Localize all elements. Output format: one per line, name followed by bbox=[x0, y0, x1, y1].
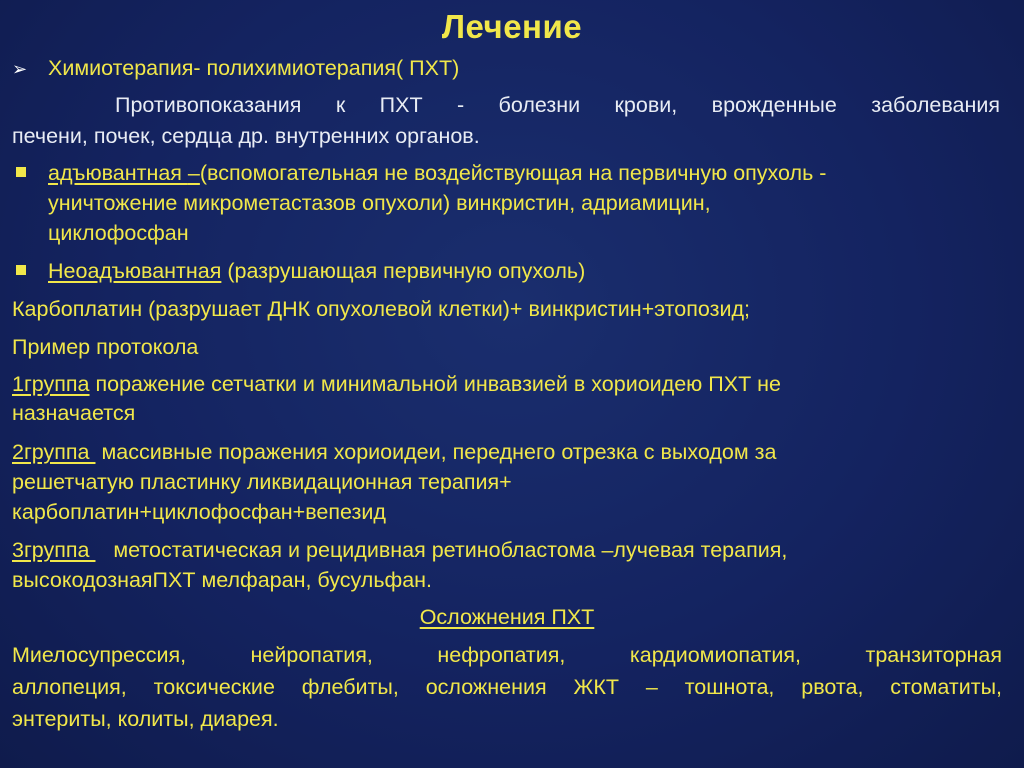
group-2-line-3: карбоплатин+циклофосфан+вепезид bbox=[12, 500, 386, 524]
group-2-label: 2группа bbox=[12, 440, 96, 464]
adjuvant-line-3: циклофосфан bbox=[48, 221, 189, 245]
arrow-bullet-icon: ➢ bbox=[12, 59, 28, 79]
adjuvant-line-2: уничтожение микрометастазов опухоли) винкристин, адриамицин, bbox=[48, 191, 711, 215]
adjuvant-description: (вспомогательная не воздействующая на первичную опухоль - bbox=[199, 161, 827, 185]
complications-heading: Осложнения ПХТ bbox=[419, 605, 595, 629]
group-1-line-2: назначается bbox=[12, 401, 136, 425]
chemo-heading-line bbox=[12, 53, 1002, 84]
neoadjuvant-line bbox=[12, 256, 1002, 286]
group-2-line-1 bbox=[12, 437, 1002, 467]
contraindications-line-2: печени, почек, сердца др. внутренних органов. bbox=[12, 124, 480, 148]
square-bullet-icon bbox=[16, 167, 26, 177]
adjuvant-line-1 bbox=[12, 158, 1002, 188]
neoadjuvant-term: Неоадъювантная bbox=[48, 259, 222, 283]
adjuvant-dash: – bbox=[187, 161, 200, 185]
slide-title: Лечение bbox=[441, 8, 583, 45]
neoadjuvant-description: (разрушающая первичную опухоль) bbox=[221, 259, 586, 283]
complications-line-1: Миелосупрессия, нейропатия, нефропатия, кардиомиопатия, транзиторная bbox=[12, 643, 1002, 667]
group-1-text: поражение сетчатки и минимальной инвавзией в хориоидею ПХТ не bbox=[89, 372, 782, 396]
protocol-example: Пример протокола bbox=[12, 335, 199, 359]
complications-line-2: аллопеция, токсические флебиты, осложнения ЖКТ – тошнота, рвота, стоматиты, bbox=[12, 675, 1002, 699]
group-3-line-1 bbox=[12, 535, 1002, 565]
group-1-line-1 bbox=[12, 369, 1002, 399]
group-3-line-2: высокодознаяПХТ мелфаран, бусульфан. bbox=[12, 568, 433, 592]
group-1-label: 1группа bbox=[12, 372, 90, 396]
contraindications-line-1: Противопоказания к ПХТ - болезни крови, врожденные заболевания bbox=[115, 93, 1000, 117]
adjuvant-term: адъювантная bbox=[48, 161, 188, 185]
group-3-text: метостатическая и рецидивная ретинобластома –лучевая терапия, bbox=[95, 538, 788, 562]
group-3-label: 3группа bbox=[12, 538, 96, 562]
complications-heading-line bbox=[12, 602, 1002, 632]
group-2-line-2: решетчатую пластинку ликвидационная терапия+ bbox=[12, 470, 512, 494]
complications-line-3: энтериты, колиты, диарея. bbox=[12, 707, 279, 731]
group-2-text: массивные поражения хориоидеи, переднего отрезка с выходом за bbox=[95, 440, 777, 464]
square-bullet-icon bbox=[16, 265, 26, 275]
carboplatin-line: Карбоплатин (разрушает ДНК опухолевой клетки)+ винкристин+этопозид; bbox=[12, 297, 750, 321]
chemo-heading: Химиотерапия- полихимиотерапия( ПХТ) bbox=[48, 56, 460, 80]
